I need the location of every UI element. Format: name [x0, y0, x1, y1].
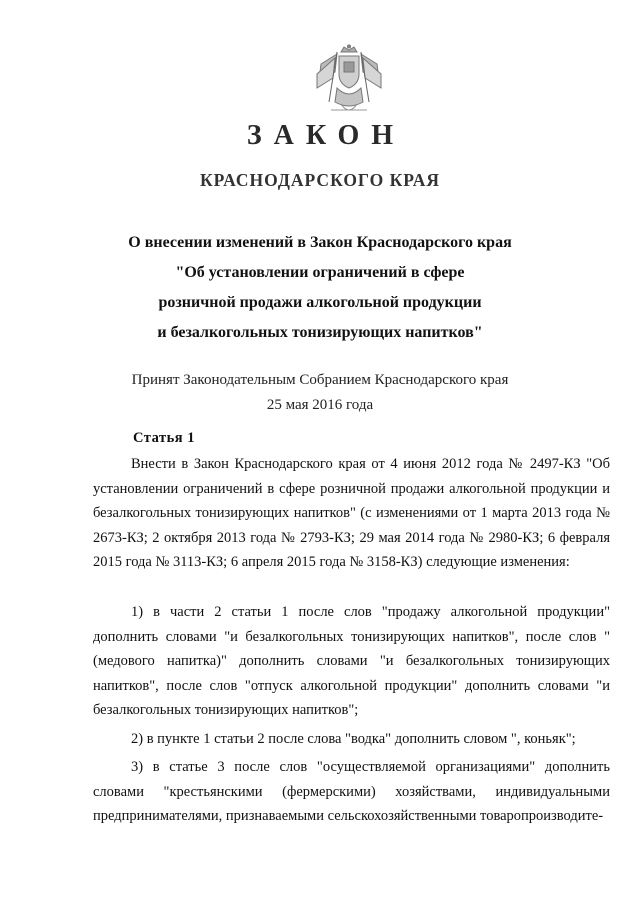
article-heading: Статья 1	[133, 430, 195, 446]
adoption-date: 25 мая 2016 года	[266, 397, 374, 413]
article-item-3: 3) в статье 3 после слов "осуществляемой организациями" дополнить словами "крестьянскими (фермерскими) хозяйствами, индивидуальными предпринимателями, признаваемыми сельскохозяйственными товаропроизводите-	[93, 759, 610, 824]
article-item-2: 2) в пункте 1 статьи 2 после слова "водка" дополнить словом ", коньяк";	[131, 730, 576, 747]
adoption-line: Принят Законодательным Собранием Краснодарского края	[131, 372, 509, 388]
subject-line: О внесении изменений в Закон Краснодарского края	[128, 234, 512, 251]
article-item-1: 1) в части 2 статьи 1 после слов "продажу алкогольной продукции" дополнить словами "и безалкогольных тонизирующих напитков", после слов "(медового напитка)" дополнить словами "и безалкогольных тонизирующих напитков", после слов "отпуск алкогольной продукции" дополнить словами "и безалкогольных тонизирующих напитков";	[93, 604, 610, 718]
intro-paragraph: Внести в Закон Краснодарского края от 4 июня 2012 года № 2497-КЗ "Об установлении ограничений в сфере розничной продажи алкогольной продукции и безалкогольных тонизирующих напитков" (с изменениями от 1 марта 2013 года № 2673-КЗ; 2 октября 2013 года № 2793-КЗ; 29 мая 2014 года № 2980-КЗ; 6 февраля 2015 года № 3113-КЗ; 6 апреля 2015 года № 3158-КЗ) следующие изменения:	[93, 456, 610, 570]
subject-line: и безалкогольных тонизирующих напитков"	[157, 324, 483, 341]
adoption-statement	[0, 368, 640, 418]
article-intro	[93, 452, 610, 575]
region-title: КРАСНОДАРСКОГО КРАЯ	[199, 170, 441, 190]
law-subject	[60, 228, 580, 348]
subject-line: розничной продажи алкогольной продукции	[158, 294, 482, 311]
krasnodar-coat-of-arms-icon	[311, 44, 387, 120]
law-title: ЗАКОН	[246, 120, 406, 151]
article-items	[93, 600, 610, 833]
subject-line: "Об установлении ограничений в сфере	[175, 264, 465, 281]
